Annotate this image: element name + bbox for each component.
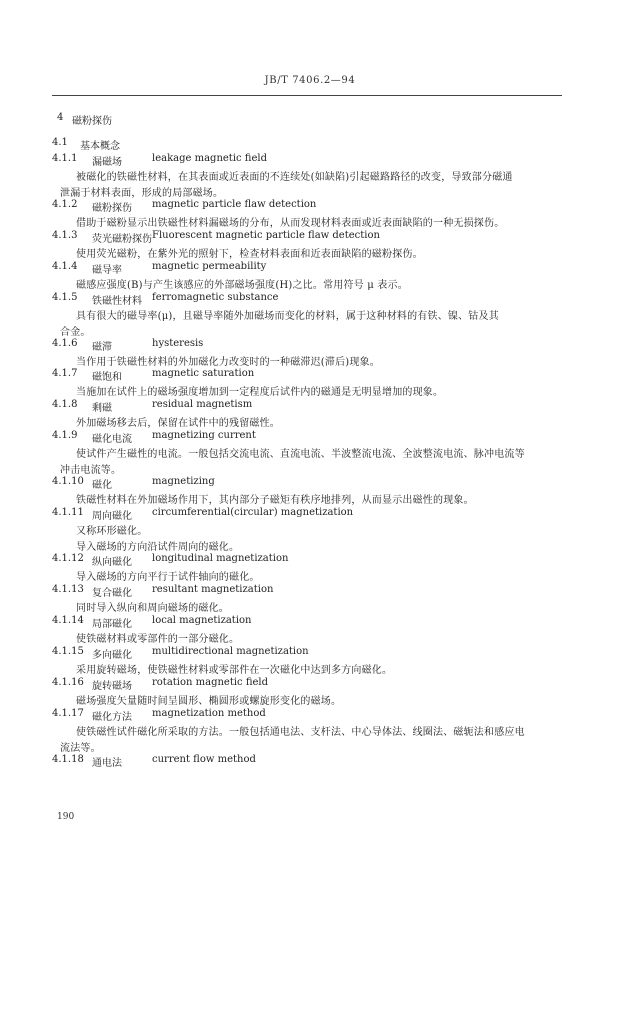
term-cn: 多向磁化 — [92, 650, 132, 661]
term-definition: 流法等。 — [60, 743, 101, 754]
term-definition: 又称环形磁化。 — [76, 526, 148, 537]
term-definition: 采用旋转磁场，使铁磁性材料或零部件在一次磁化中达到多方向磁化。 — [76, 665, 393, 676]
term-definition: 具有很大的磁导率(μ)，且磁导率随外加磁场而变化的材料，属于这种材料的有铁、镍、钴及其 — [76, 311, 499, 322]
page-number: 190 — [57, 812, 75, 822]
term-definition: 磁感应强度(B)与产生该感应的外部磁场强度(H)之比。常用符号 μ 表示。 — [76, 280, 408, 291]
term-definition: 合金。 — [60, 327, 91, 338]
term-en: magnetization method — [152, 708, 266, 719]
term-cn: 荧光磁粉探伤 — [92, 234, 152, 245]
section-title: 磁粉探伤 — [72, 116, 112, 127]
term-number: 4.1.10 — [52, 476, 84, 487]
term-cn: 铁磁性材料 — [92, 296, 142, 307]
term-number: 4.1.12 — [52, 553, 84, 564]
term-cn: 漏磁场 — [92, 157, 122, 168]
subsection-title: 基本概念 — [80, 141, 120, 152]
term-en: current flow method — [152, 754, 256, 765]
term-number: 4.1.9 — [52, 430, 78, 441]
term-definition: 使铁磁性试件磁化所采取的方法。一般包括通电法、支杆法、中心导体法、线圈法、磁轭法和感应电 — [76, 727, 525, 738]
term-number: 4.1.11 — [52, 507, 84, 518]
term-number: 4.1.16 — [52, 677, 84, 688]
term-definition: 借助于磁粉显示出铁磁性材料漏磁场的分布，从而发现材料表面或近表面缺陷的一种无损探伤。 — [76, 218, 505, 229]
term-cn: 磁化电流 — [92, 434, 132, 445]
term-en: rotation magnetic field — [152, 677, 269, 688]
term-cn: 纵向磁化 — [92, 557, 132, 568]
term-en: magnetic permeability — [152, 261, 267, 272]
term-definition: 当施加在试件上的磁场强度增加到一定程度后试件内的磁通是无明显增加的现象。 — [76, 387, 444, 398]
term-cn: 旋转磁场 — [92, 681, 132, 692]
term-en: leakage magnetic field — [152, 153, 267, 164]
term-en: Fluorescent magnetic particle flaw detection — [152, 230, 380, 241]
term-cn: 磁化 — [92, 480, 112, 491]
term-cn: 局部磁化 — [92, 619, 132, 630]
term-cn: 复合磁化 — [92, 588, 132, 599]
term-number: 4.1.1 — [52, 153, 78, 164]
term-definition: 使用荧光磁粉，在紫外光的照射下，检查材料表面和近表面缺陷的磁粉探伤。 — [76, 249, 423, 260]
subsection-number: 4.1 — [52, 137, 68, 148]
term-cn: 磁粉探伤 — [92, 203, 132, 214]
term-cn: 磁饱和 — [92, 372, 122, 383]
term-definition: 当作用于铁磁性材料的外加磁化力改变时的一种磁滞迟(滞后)现象。 — [76, 357, 381, 368]
header-rule — [52, 95, 562, 96]
term-number: 4.1.6 — [52, 338, 78, 349]
term-cn: 剩磁 — [92, 403, 112, 414]
term-definition: 磁场强度矢量随时间呈圆形、椭圆形或螺旋形变化的磁场。 — [76, 696, 342, 707]
term-definition: 同时导入纵向和周向磁场的磁化。 — [76, 603, 229, 614]
term-number: 4.1.14 — [52, 615, 84, 626]
term-en: residual magnetism — [152, 399, 253, 410]
term-number: 4.1.2 — [52, 199, 78, 210]
term-en: magnetic saturation — [152, 368, 255, 379]
section-number: 4 — [57, 112, 64, 123]
term-number: 4.1.13 — [52, 584, 84, 595]
term-cn: 磁滞 — [92, 342, 112, 353]
term-cn: 磁导率 — [92, 265, 122, 276]
term-en: hysteresis — [152, 338, 204, 349]
term-en: ferromagnetic substance — [152, 292, 279, 303]
term-definition: 泄漏于材料表面，形成的局部磁场。 — [60, 188, 224, 199]
page-header: JB/T 7406.2—94 — [264, 75, 356, 86]
term-en: circumferential(circular) magnetization — [152, 507, 354, 518]
term-cn: 磁化方法 — [92, 712, 132, 723]
term-definition: 冲击电流等。 — [60, 465, 122, 476]
term-en: magnetic particle flaw detection — [152, 199, 317, 210]
term-number: 4.1.18 — [52, 754, 84, 765]
term-en: multidirectional magnetization — [152, 646, 309, 657]
term-number: 4.1.15 — [52, 646, 84, 657]
term-en: resultant magnetization — [152, 584, 274, 595]
term-number: 4.1.7 — [52, 368, 78, 379]
term-number: 4.1.8 — [52, 399, 78, 410]
term-en: local magnetization — [152, 615, 252, 626]
term-number: 4.1.5 — [52, 292, 78, 303]
term-cn: 周向磁化 — [92, 511, 132, 522]
term-definition: 铁磁性材料在外加磁场作用下，其内部分子磁矩有秩序地排列，从而显示出磁性的现象。 — [76, 495, 474, 506]
term-en: magnetizing current — [152, 430, 256, 441]
term-number: 4.1.3 — [52, 230, 78, 241]
term-definition: 导入磁场的方向沿试件周向的磁化。 — [76, 542, 240, 553]
term-cn: 通电法 — [92, 758, 122, 769]
term-definition: 导入磁场的方向平行于试件轴向的磁化。 — [76, 572, 260, 583]
term-en: magnetizing — [152, 476, 215, 487]
term-en: longitudinal magnetization — [152, 553, 289, 564]
term-number: 4.1.4 — [52, 261, 78, 272]
term-definition: 使铁磁材料或零部件的一部分磁化。 — [76, 634, 240, 645]
term-number: 4.1.17 — [52, 708, 84, 719]
term-definition: 使试件产生磁性的电流。一般包括交流电流、直流电流、半波整流电流、全波整流电流、脉冲电流等 — [76, 449, 525, 460]
term-definition: 被磁化的铁磁性材料，在其表面或近表面的不连续处(如缺陷)引起磁路路径的改变，导致部分磁通 — [76, 172, 513, 183]
term-definition: 外加磁场移去后，保留在试件中的残留磁性。 — [76, 418, 280, 429]
